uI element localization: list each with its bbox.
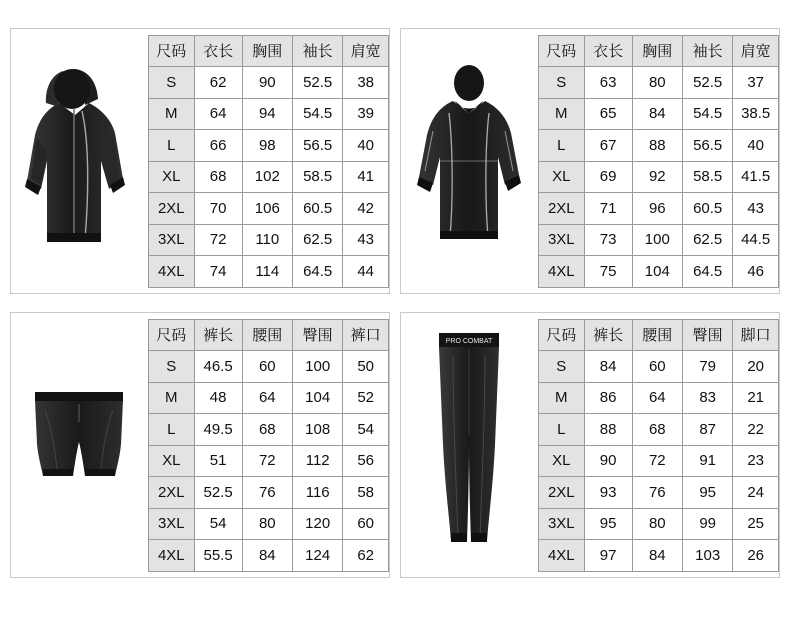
size-cell: XL (149, 161, 195, 193)
value-cell: 72 (242, 445, 292, 477)
value-cell: 50 (343, 351, 389, 383)
value-cell: 49.5 (194, 414, 242, 446)
value-cell: 74 (194, 256, 242, 288)
size-cell: 2XL (149, 193, 195, 225)
value-cell: 58.5 (682, 161, 732, 193)
size-cell: L (149, 414, 195, 446)
value-cell: 37 (733, 67, 779, 99)
size-cell: L (539, 414, 585, 446)
table-row (539, 477, 779, 509)
size-cell: M (149, 382, 195, 414)
product-figure (11, 29, 146, 293)
value-cell: 84 (632, 540, 682, 572)
value-cell: 91 (682, 445, 732, 477)
size-cell: XL (539, 445, 585, 477)
table-row (539, 508, 779, 540)
value-cell: 55.5 (194, 540, 242, 572)
value-cell: 120 (292, 508, 342, 540)
value-cell: 26 (733, 540, 779, 572)
table-row (149, 67, 389, 99)
size-cell: 3XL (539, 224, 585, 256)
column-header: 尺码 (539, 35, 585, 67)
long-sleeve-compression-shirt-illustration (409, 61, 529, 261)
table-row (539, 161, 779, 193)
size-cell: M (539, 382, 585, 414)
size-cell: XL (539, 161, 585, 193)
table-row (539, 540, 779, 572)
value-cell: 70 (194, 193, 242, 225)
value-cell: 72 (632, 445, 682, 477)
sport-shorts-illustration (19, 370, 139, 520)
value-cell: 90 (242, 67, 292, 99)
size-cell: 3XL (149, 224, 195, 256)
size-cell: L (539, 130, 585, 162)
size-table-wrap (146, 313, 389, 577)
value-cell: 52.5 (292, 67, 342, 99)
table-row (149, 193, 389, 225)
value-cell: 58.5 (292, 161, 342, 193)
size-cell: XL (149, 445, 195, 477)
column-header: 尺码 (149, 35, 195, 67)
value-cell: 80 (632, 67, 682, 99)
size-panel-compression-top (400, 28, 780, 294)
size-cell: 2XL (539, 477, 585, 509)
value-cell: 44.5 (733, 224, 779, 256)
value-cell: 80 (242, 508, 292, 540)
table-header-row (539, 35, 779, 67)
size-panel-leggings (400, 312, 780, 578)
size-cell: 3XL (539, 508, 585, 540)
value-cell: 72 (194, 224, 242, 256)
size-cell: L (149, 130, 195, 162)
value-cell: 54.5 (292, 98, 342, 130)
column-header: 胸围 (632, 35, 682, 67)
table-header-row (149, 319, 389, 351)
value-cell: 38 (343, 67, 389, 99)
value-cell: 106 (242, 193, 292, 225)
value-cell: 69 (584, 161, 632, 193)
table-row (539, 193, 779, 225)
value-cell: 64.5 (682, 256, 732, 288)
size-cell: S (149, 67, 195, 99)
waistband-brand-text: PRO COMBAT (445, 338, 492, 345)
size-cell: 3XL (149, 508, 195, 540)
value-cell: 80 (632, 508, 682, 540)
value-cell: 92 (632, 161, 682, 193)
value-cell: 97 (584, 540, 632, 572)
value-cell: 43 (733, 193, 779, 225)
column-header: 衣长 (584, 35, 632, 67)
value-cell: 98 (242, 130, 292, 162)
value-cell: 22 (733, 414, 779, 446)
value-cell: 54.5 (682, 98, 732, 130)
value-cell: 60.5 (682, 193, 732, 225)
value-cell: 52.5 (682, 67, 732, 99)
value-cell: 21 (733, 382, 779, 414)
value-cell: 116 (292, 477, 342, 509)
value-cell: 108 (292, 414, 342, 446)
table-row (539, 130, 779, 162)
value-cell: 62.5 (292, 224, 342, 256)
size-cell: S (149, 351, 195, 383)
value-cell: 25 (733, 508, 779, 540)
size-table-wrap (536, 29, 779, 293)
table-row (149, 98, 389, 130)
value-cell: 43 (343, 224, 389, 256)
column-header: 肩宽 (733, 35, 779, 67)
value-cell: 88 (584, 414, 632, 446)
value-cell: 71 (584, 193, 632, 225)
size-table (148, 319, 389, 572)
column-header: 裤长 (194, 319, 242, 351)
value-cell: 66 (194, 130, 242, 162)
column-header: 腰围 (632, 319, 682, 351)
size-panel-hooded-jacket (10, 28, 390, 294)
value-cell: 76 (242, 477, 292, 509)
value-cell: 65 (584, 98, 632, 130)
table-row (149, 477, 389, 509)
size-table (148, 35, 389, 288)
value-cell: 93 (584, 477, 632, 509)
value-cell: 62 (343, 540, 389, 572)
value-cell: 87 (682, 414, 732, 446)
size-table-wrap (146, 29, 389, 293)
value-cell: 64 (242, 382, 292, 414)
size-cell: M (149, 98, 195, 130)
value-cell: 56.5 (292, 130, 342, 162)
column-header: 袖长 (292, 35, 342, 67)
table-header-row (539, 319, 779, 351)
size-panel-shorts (10, 312, 390, 578)
value-cell: 114 (242, 256, 292, 288)
value-cell: 23 (733, 445, 779, 477)
value-cell: 51 (194, 445, 242, 477)
value-cell: 103 (682, 540, 732, 572)
value-cell: 99 (682, 508, 732, 540)
table-row (149, 130, 389, 162)
size-cell: S (539, 351, 585, 383)
value-cell: 44 (343, 256, 389, 288)
value-cell: 75 (584, 256, 632, 288)
value-cell: 58 (343, 477, 389, 509)
value-cell: 40 (343, 130, 389, 162)
product-figure (401, 29, 536, 293)
column-header: 脚口 (733, 319, 779, 351)
size-cell: M (539, 98, 585, 130)
table-header-row (149, 35, 389, 67)
column-header: 肩宽 (343, 35, 389, 67)
value-cell: 86 (584, 382, 632, 414)
value-cell: 54 (194, 508, 242, 540)
value-cell: 62.5 (682, 224, 732, 256)
value-cell: 94 (242, 98, 292, 130)
value-cell: 124 (292, 540, 342, 572)
table-row (149, 508, 389, 540)
table-row (539, 67, 779, 99)
table-row (539, 256, 779, 288)
size-cell: 4XL (149, 540, 195, 572)
size-cell: S (539, 67, 585, 99)
product-figure (11, 313, 146, 577)
value-cell: 46 (733, 256, 779, 288)
column-header: 臀围 (292, 319, 342, 351)
table-row (539, 414, 779, 446)
table-row (149, 445, 389, 477)
value-cell: 20 (733, 351, 779, 383)
size-table (538, 35, 779, 288)
value-cell: 52.5 (194, 477, 242, 509)
size-cell: 2XL (539, 193, 585, 225)
table-row (149, 540, 389, 572)
size-cell: 4XL (149, 256, 195, 288)
table-row (539, 445, 779, 477)
value-cell: 68 (632, 414, 682, 446)
value-cell: 100 (292, 351, 342, 383)
column-header: 臀围 (682, 319, 732, 351)
table-row (539, 98, 779, 130)
value-cell: 95 (682, 477, 732, 509)
table-row (149, 161, 389, 193)
column-header: 腰围 (242, 319, 292, 351)
column-header: 胸围 (242, 35, 292, 67)
value-cell: 64 (632, 382, 682, 414)
size-cell: 4XL (539, 540, 585, 572)
value-cell: 104 (632, 256, 682, 288)
value-cell: 60 (343, 508, 389, 540)
size-cell: 2XL (149, 477, 195, 509)
value-cell: 100 (632, 224, 682, 256)
value-cell: 24 (733, 477, 779, 509)
size-table (538, 319, 779, 572)
value-cell: 63 (584, 67, 632, 99)
table-row (539, 351, 779, 383)
hooded-jacket-illustration (19, 61, 139, 261)
table-row (539, 224, 779, 256)
size-cell: 4XL (539, 256, 585, 288)
value-cell: 39 (343, 98, 389, 130)
value-cell: 60 (632, 351, 682, 383)
table-row (149, 256, 389, 288)
value-cell: 41 (343, 161, 389, 193)
table-row (149, 351, 389, 383)
value-cell: 84 (584, 351, 632, 383)
table-row (149, 382, 389, 414)
value-cell: 95 (584, 508, 632, 540)
value-cell: 84 (242, 540, 292, 572)
value-cell: 68 (242, 414, 292, 446)
value-cell: 102 (242, 161, 292, 193)
value-cell: 42 (343, 193, 389, 225)
value-cell: 90 (584, 445, 632, 477)
value-cell: 112 (292, 445, 342, 477)
table-row (539, 382, 779, 414)
column-header: 裤口 (343, 319, 389, 351)
value-cell: 41.5 (733, 161, 779, 193)
table-row (149, 414, 389, 446)
value-cell: 48 (194, 382, 242, 414)
value-cell: 64 (194, 98, 242, 130)
column-header: 尺码 (539, 319, 585, 351)
column-header: 袖长 (682, 35, 732, 67)
value-cell: 76 (632, 477, 682, 509)
panel-grid (10, 28, 780, 578)
value-cell: 68 (194, 161, 242, 193)
value-cell: 88 (632, 130, 682, 162)
table-row (149, 224, 389, 256)
value-cell: 38.5 (733, 98, 779, 130)
product-figure (401, 313, 536, 577)
value-cell: 56.5 (682, 130, 732, 162)
value-cell: 60.5 (292, 193, 342, 225)
compression-leggings-illustration (409, 325, 529, 565)
column-header: 尺码 (149, 319, 195, 351)
value-cell: 54 (343, 414, 389, 446)
value-cell: 83 (682, 382, 732, 414)
value-cell: 67 (584, 130, 632, 162)
value-cell: 64.5 (292, 256, 342, 288)
value-cell: 62 (194, 67, 242, 99)
value-cell: 52 (343, 382, 389, 414)
value-cell: 110 (242, 224, 292, 256)
value-cell: 96 (632, 193, 682, 225)
column-header: 裤长 (584, 319, 632, 351)
value-cell: 56 (343, 445, 389, 477)
value-cell: 73 (584, 224, 632, 256)
value-cell: 46.5 (194, 351, 242, 383)
value-cell: 60 (242, 351, 292, 383)
value-cell: 40 (733, 130, 779, 162)
value-cell: 84 (632, 98, 682, 130)
column-header: 衣长 (194, 35, 242, 67)
value-cell: 79 (682, 351, 732, 383)
size-table-wrap (536, 313, 779, 577)
value-cell: 104 (292, 382, 342, 414)
